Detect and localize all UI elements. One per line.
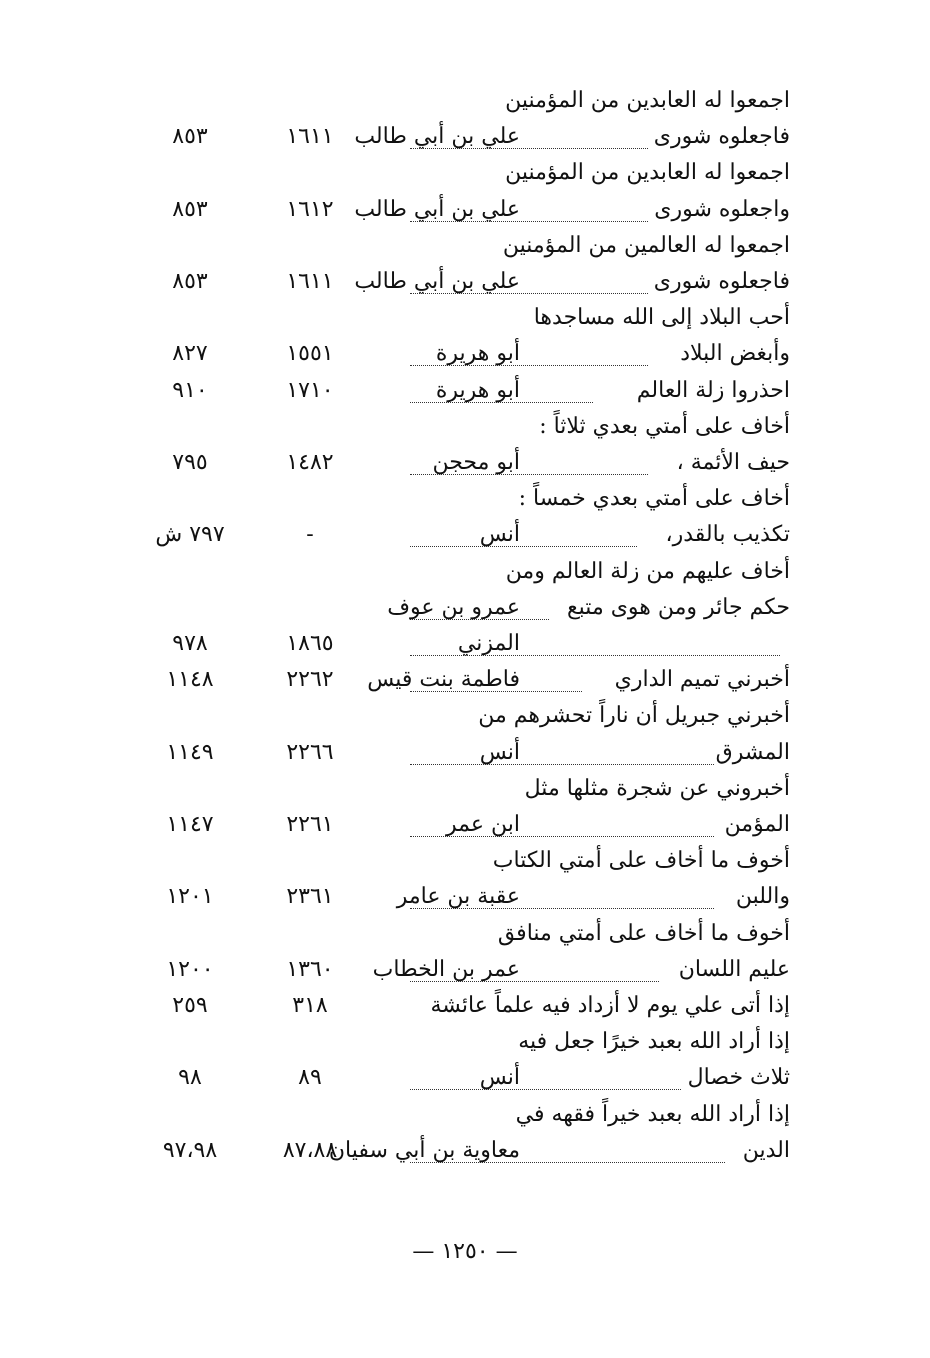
page-reference: ٢٥٩ (172, 993, 208, 1018)
page-reference: ٨٥٣ (172, 196, 208, 222)
hadith-number: ١٦١٢ (286, 196, 334, 222)
hadith-text: واجعلوه شورى (654, 196, 790, 222)
page-reference: ٨٥٣ (172, 269, 208, 294)
hadith-number: ٢٢٦٢ (286, 667, 334, 693)
index-entry (0, 516, 930, 554)
narrator: عمر بن الخطاب (372, 956, 520, 982)
index-entry (0, 82, 930, 120)
hadith-text: تكذيب بالقدر، (665, 522, 790, 548)
hadith-number: ١٧١٠ (286, 377, 334, 403)
index-entry (0, 191, 930, 229)
hadith-number: ١٨٦٥ (286, 631, 334, 656)
narrator: أبو هريرة (435, 377, 520, 403)
hadith-text: احذروا زلة العالم (636, 377, 790, 403)
hadith-text: وأبغض البلاد (680, 341, 790, 367)
hadith-text: إذا أراد الله بعبد خيراً فقهه في (515, 1101, 790, 1127)
page-reference: ١٢٠٠ (166, 956, 214, 982)
index-entry (0, 1096, 930, 1134)
page-number-footer: — ١٢٥٠ — (412, 1239, 518, 1264)
narrator: معاوية بن أبي سفيان (328, 1137, 520, 1163)
narrator: أنس (479, 1065, 520, 1091)
narrator: أبو محجن (432, 450, 520, 475)
index-entry (0, 770, 930, 808)
narrator: عمرو بن عوف (387, 594, 520, 620)
page-reference: ٧٩٥ (172, 450, 208, 475)
hadith-text: اجمعوا له العابدين من المؤمنين (505, 160, 790, 186)
hadith-number: ١٤٨٢ (286, 450, 334, 475)
hadith-text: عليم اللسان (678, 956, 790, 982)
hadith-text: أخوف ما أخاف على أمتي منافق (497, 920, 790, 946)
page-reference: ١٢٠١ (166, 884, 214, 910)
hadith-number: ١٦١١ (286, 269, 334, 294)
hadith-number: - (306, 522, 314, 548)
hadith-text: ثلاث خصال (687, 1065, 790, 1091)
index-entry (0, 842, 930, 880)
leader-dots (410, 1083, 681, 1090)
leader-dots (410, 540, 637, 547)
index-entry (0, 227, 930, 265)
hadith-text: اجمعوا له العابدين من المؤمنين (505, 88, 790, 113)
narrator: علي بن أبي طالب (354, 269, 520, 294)
hadith-text: أخبرني تميم الداري (614, 667, 790, 693)
narrator: علي بن أبي طالب (354, 196, 520, 222)
hadith-number: ٨٩ (298, 1065, 322, 1091)
page-reference: ٨٢٧ (172, 341, 208, 367)
narrator: المزني (457, 631, 520, 656)
hadith-text: أخاف على أمتي بعدي ثلاثاً : (539, 413, 790, 439)
page-reference: ٩١٠ (172, 377, 208, 403)
hadith-text: فاجعلوه شورى (653, 124, 790, 150)
narrator: عقبة بن عامر (396, 884, 520, 910)
page-reference: ٩٧،٩٨ (162, 1137, 218, 1163)
index-entry (0, 734, 930, 772)
hadith-text: حيف الأئمة ، (676, 450, 790, 475)
index-entry (0, 553, 930, 591)
narrator: ابن عمر (446, 812, 520, 837)
hadith-text: أخوف ما أخاف على أمتي الكتاب (492, 848, 790, 874)
page-reference: ١١٤٨ (166, 667, 214, 693)
index-entry (0, 697, 930, 735)
hadith-number: ١٣٦٠ (286, 956, 334, 982)
hadith-text: فاجعلوه شورى (653, 269, 790, 294)
index-entry (0, 915, 930, 953)
page-reference: ٩٨ (178, 1065, 202, 1091)
hadith-number: ١٥٥١ (286, 341, 334, 367)
narrator: أبو هريرة (435, 341, 520, 367)
index-entry (0, 1023, 930, 1061)
index-entry (0, 951, 930, 989)
hadith-text: الدين (742, 1137, 790, 1163)
index-entry (0, 480, 930, 518)
page-reference: ١١٤٧ (166, 812, 214, 837)
narrator: أنس (479, 522, 520, 548)
leader-dots (410, 758, 714, 765)
index-entry (0, 1132, 930, 1170)
index-entry (0, 625, 930, 663)
page-reference: ٩٧٨ (172, 631, 208, 656)
hadith-number: ١٦١١ (286, 124, 334, 150)
narrator: علي بن أبي طالب (354, 124, 520, 150)
page-reference: ١١٤٩ (166, 739, 214, 765)
hadith-text: إذا أراد الله بعبد خيرًا جعل فيه (518, 1029, 790, 1055)
index-entry (0, 444, 930, 482)
narrator: فاطمة بنت قيس (367, 667, 520, 693)
narrator: أنس (479, 739, 520, 765)
index-entry (0, 263, 930, 301)
page-reference: ٨٥٣ (172, 124, 208, 150)
index-entry (0, 661, 930, 699)
hadith-text: حكم جائر ومن هوى متبع (566, 594, 790, 620)
page-reference: ٧٩٧ ش (155, 522, 225, 548)
hadith-text: أخبروني عن شجرة مثلها مثل (524, 775, 790, 801)
index-entry (0, 1059, 930, 1097)
index-entry (0, 335, 930, 373)
hadith-number: ٣١٨ (292, 993, 328, 1018)
index-entry (0, 987, 930, 1025)
hadith-text: أخاف عليهم من زلة العالم ومن (505, 558, 790, 584)
hadith-number: ٢٣٦١ (286, 884, 334, 910)
index-entry (0, 372, 930, 410)
index-entry (0, 118, 930, 156)
hadith-text: واللبن (735, 884, 790, 910)
index-entry (0, 589, 930, 627)
hadith-text: أخاف على أمتي بعدي خمساً : (518, 486, 790, 512)
hadith-number: ٢٢٦١ (286, 812, 334, 837)
hadith-text: المؤمن (724, 812, 790, 837)
hadith-text: أحب البلاد إلى الله مساجدها (533, 305, 790, 331)
index-entry (0, 154, 930, 192)
hadith-number: ٨٧،٨٨ (282, 1137, 338, 1163)
hadith-text: اجمعوا له العالمين من المؤمنين (502, 232, 790, 258)
index-entry (0, 806, 930, 844)
hadith-text: أخبرني جبريل أن ناراً تحشرهم من (478, 703, 790, 729)
index-entry (0, 408, 930, 446)
hadith-number: ٢٢٦٦ (286, 739, 334, 765)
hadith-text: إذا أتى علي يوم لا أزداد فيه علماً عائشة (430, 993, 790, 1018)
hadith-text: المشرق (715, 739, 790, 765)
index-entry (0, 878, 930, 916)
index-entry (0, 299, 930, 337)
